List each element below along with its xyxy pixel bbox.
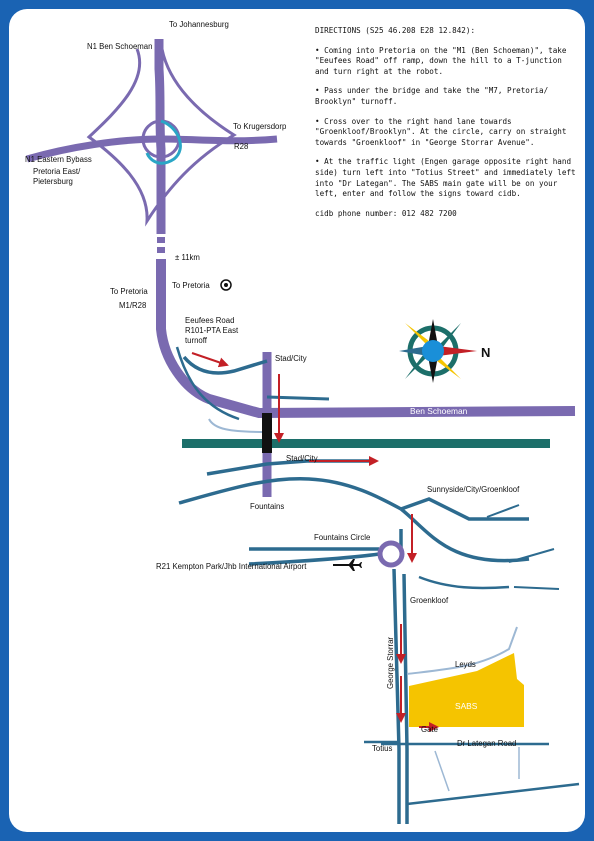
label-turnoff: turnoff (185, 336, 207, 345)
label-n1-eastern-bypass: N1 Eastern Bybass (25, 155, 92, 164)
label-sunnyside: Sunnyside/City/Groenkloof (427, 485, 520, 494)
label-sabs: SABS (455, 701, 478, 711)
label-george-storrar: George Storrar (386, 636, 395, 689)
minor-road-2 (487, 505, 519, 517)
lower-road-branch (435, 751, 449, 791)
label-groenkloof: Groenkloof (410, 596, 449, 605)
bridge-underpass (262, 413, 272, 453)
label-dr-lategan: Dr Lategan Road (457, 739, 517, 748)
directions-panel (315, 26, 580, 228)
label-r101: R101-PTA East (185, 326, 239, 335)
label-eeufees-road: Eeufees Road (185, 316, 235, 325)
pretoria-target-icon (221, 280, 231, 290)
directions-step-3: • Cross over to the right hand lane towards "Groenkloof/Brooklyn". At the circle, carry on straight towards "Groenkloof" in "George Storrar Avenue". (315, 116, 567, 147)
route-arrow-eeufees (192, 353, 227, 365)
secondary-roads (179, 461, 529, 824)
label-distance: ± 11km (175, 253, 200, 262)
label-stad-city-mid: Stad/City (286, 454, 318, 463)
fountains-road (179, 479, 401, 509)
label-to-johannesburg: To Johannesburg (169, 20, 229, 29)
george-storrar-avenue-east (404, 574, 407, 824)
directions-heading: DIRECTIONS (S25 46.208 E28 12.842): (315, 26, 476, 35)
map-card (9, 9, 585, 832)
n1-bypass-bridge (182, 439, 550, 448)
minor-road-1 (419, 577, 509, 588)
directions-step-2: • Pass under the bridge and take the "M7, Pretoria/ Brooklyn" turnoff. (315, 86, 549, 106)
directions-step-1: • Coming into Pretoria on the "M1 (Ben Schoeman)", take "Eeufees Road" off ramp, down the hill to a T-junction and turn right at the robot. (315, 45, 567, 76)
label-n1-ben-schoeman: N1 Ben Schoeman (87, 42, 153, 51)
label-to-pretoria-center: To Pretoria (172, 281, 210, 290)
directions-step-4: • At the traffic light (Engen garage opposite right hand side) turn left into "Totius Street" and immediately left into "Dr Lategan". The SABS main gate will be on your left, enter and follow the signs toward cidb. (315, 157, 576, 199)
label-r21: R21 Kempton Park/Jhb International Airport (156, 562, 307, 571)
label-leyds: Leyds (455, 660, 476, 669)
label-fountains-circle: Fountains Circle (314, 533, 371, 542)
label-pietersburg: Pietersburg (33, 177, 73, 186)
george-storrar-avenue (394, 569, 399, 824)
label-to-krugersdorp: To Krugersdorp (233, 122, 287, 131)
m1-highway (161, 259, 575, 413)
label-ben-schoeman: Ben Schoeman (410, 406, 468, 416)
label-pretoria-east: Pretoria East/ (33, 167, 81, 176)
lower-road-diagonal (407, 784, 579, 804)
fountains-circle (380, 543, 402, 565)
label-to-pretoria-left: To Pretoria (110, 287, 148, 296)
ramp-under-bridge (209, 419, 267, 432)
label-stad-city-top: Stad/City (275, 354, 307, 363)
label-gate: Gate (421, 725, 438, 734)
label-m1-r28: M1/R28 (119, 301, 147, 310)
compass-rose (399, 319, 477, 383)
label-r28: R28 (234, 142, 249, 151)
compass-hub (422, 340, 444, 362)
minor-road-4 (514, 587, 559, 589)
label-totius: Totius (372, 744, 393, 753)
stad-city-east-road (267, 397, 329, 399)
label-fountains: Fountains (250, 502, 285, 511)
cidb-phone: cidb phone number: 012 482 7200 (315, 208, 457, 218)
minor-road-3 (509, 549, 554, 562)
compass-north-label: N (481, 345, 491, 360)
airport-icon (333, 559, 362, 571)
